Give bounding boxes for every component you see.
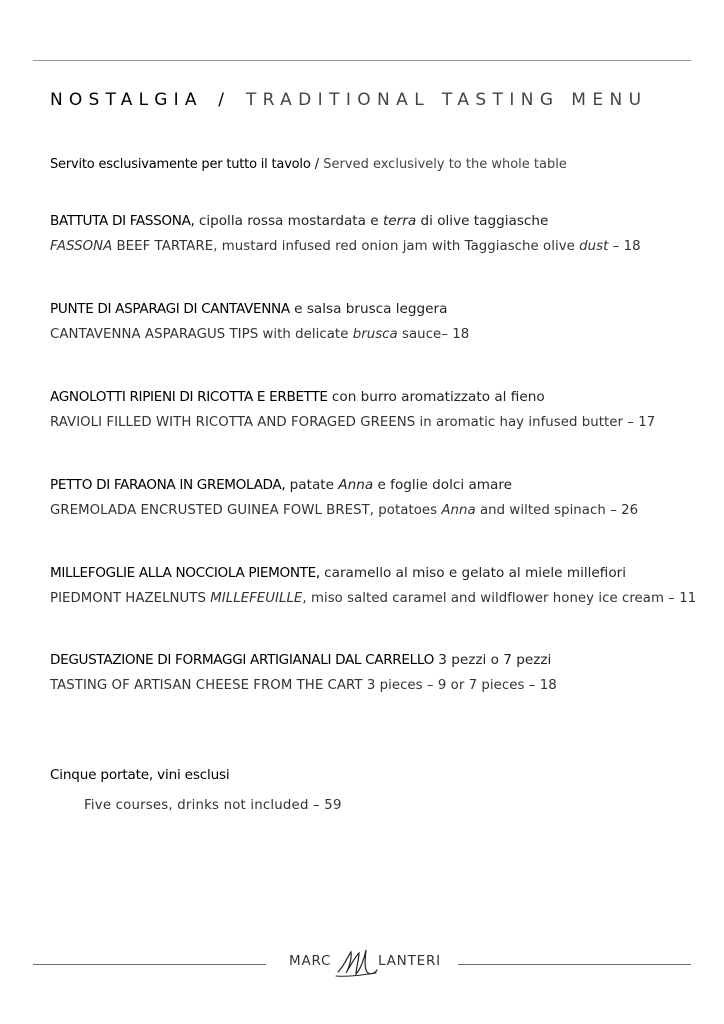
menu-item bbox=[50, 213, 641, 254]
courses-summary-italian: Cinque portate, vini esclusi bbox=[50, 767, 230, 783]
dish-name-italian: PETTO DI FARAONA IN GREMOLADA, bbox=[50, 477, 286, 493]
dish-description-english: dust bbox=[579, 239, 609, 254]
top-divider bbox=[33, 60, 691, 61]
dish-description-english: , miso salted caramel and wildflower honey ice cream – 11 bbox=[302, 591, 697, 606]
restaurant-logo bbox=[287, 950, 443, 984]
dish-description-english: PIEDMONT HAZELNUTS bbox=[50, 591, 211, 606]
menu-title-main: NOSTALGIA bbox=[50, 90, 203, 110]
dish-description-english: MILLEFEUILLE bbox=[210, 591, 303, 606]
menu-item bbox=[50, 652, 557, 693]
menu-item-english bbox=[50, 327, 469, 342]
menu-item-italian bbox=[50, 652, 557, 668]
menu-item-italian bbox=[50, 565, 696, 581]
dish-description-english: GREMOLADA ENCRUSTED GUINEA FOWL BREST, potatoes bbox=[50, 503, 442, 518]
courses-summary-english: Five courses, drinks not included – 59 bbox=[84, 798, 342, 813]
dish-description-english: Anna bbox=[441, 503, 476, 518]
intro-separator: / bbox=[314, 157, 320, 172]
dish-description-italian: cipolla rossa mostardata e bbox=[194, 213, 383, 229]
menu-item bbox=[50, 389, 655, 430]
footer-divider-right bbox=[458, 964, 691, 965]
dish-description-italian: di olive taggiasche bbox=[416, 213, 549, 229]
dish-description-english: CANTAVENNA ASPARAGUS TIPS with delicate bbox=[50, 327, 353, 342]
menu-item-italian bbox=[50, 389, 655, 405]
dish-description-english: brusca bbox=[352, 327, 398, 342]
dish-name-italian: AGNOLOTTI RIPIENI DI RICOTTA E ERBETTE bbox=[50, 389, 328, 405]
dish-description-english: RAVIOLI FILLED WITH RICOTTA AND FORAGED GREENS in aromatic hay infused butter – 17 bbox=[50, 415, 656, 430]
menu-item-italian bbox=[50, 477, 638, 493]
menu-item-italian bbox=[50, 301, 469, 317]
menu-item-english bbox=[50, 678, 557, 693]
dish-description-english: BEEF TARTARE, mustard infused red onion jam with Taggiasche olive bbox=[112, 239, 580, 254]
dish-description-italian: e foglie dolci amare bbox=[373, 477, 512, 493]
dish-description-english: and wilted spinach – 26 bbox=[475, 503, 639, 518]
dish-description-english: FASSONA bbox=[50, 239, 113, 254]
dish-description-english: sauce– 18 bbox=[397, 327, 470, 342]
menu-item bbox=[50, 565, 696, 606]
dish-description-english: – 18 bbox=[608, 239, 641, 254]
dish-description-italian: terra bbox=[382, 213, 417, 229]
intro-italian: Servito esclusivamente per tutto il tavolo bbox=[50, 157, 311, 172]
menu-title-separator: / bbox=[218, 90, 231, 110]
dish-name-italian: BATTUTA DI FASSONA, bbox=[50, 213, 195, 229]
menu-item bbox=[50, 301, 469, 342]
dish-description-italian: patate bbox=[285, 477, 339, 493]
menu-item-english bbox=[50, 239, 641, 254]
monogram-icon bbox=[334, 946, 378, 982]
dish-description-english: TASTING OF ARTISAN CHEESE FROM THE CART 3 pieces – 9 or 7 pieces – 18 bbox=[50, 678, 557, 693]
dish-name-italian: PUNTE DI ASPARAGI DI CANTAVENNA bbox=[50, 301, 290, 317]
logo-text-marc: MARC bbox=[289, 953, 332, 969]
menu-item-english bbox=[50, 503, 638, 518]
menu-item-english bbox=[50, 415, 655, 430]
dish-name-italian: MILLEFOGLIE ALLA NOCCIOLA PIEMONTE, bbox=[50, 565, 320, 581]
intro-line bbox=[50, 157, 567, 172]
menu-item-italian bbox=[50, 213, 641, 229]
menu-item-english bbox=[50, 591, 696, 606]
intro-english: Served exclusively to the whole table bbox=[323, 157, 567, 172]
logo-text-lanteri: LANTERI bbox=[378, 953, 441, 969]
footer-divider-left bbox=[33, 964, 266, 965]
dish-description-italian: 3 pezzi o 7 pezzi bbox=[433, 652, 552, 668]
dish-description-italian: e salsa brusca leggera bbox=[289, 301, 448, 317]
menu-item bbox=[50, 477, 638, 518]
menu-title bbox=[50, 90, 647, 110]
dish-description-italian: con burro aromatizzato al fieno bbox=[327, 389, 545, 405]
dish-description-italian: caramello al miso e gelato al miele millefiori bbox=[319, 565, 627, 581]
menu-title-subtitle: TRADITIONAL TASTING MENU bbox=[245, 90, 648, 110]
dish-name-italian: DEGUSTAZIONE DI FORMAGGI ARTIGIANALI DAL CARRELLO bbox=[50, 652, 434, 668]
dish-description-italian: Anna bbox=[338, 477, 374, 493]
